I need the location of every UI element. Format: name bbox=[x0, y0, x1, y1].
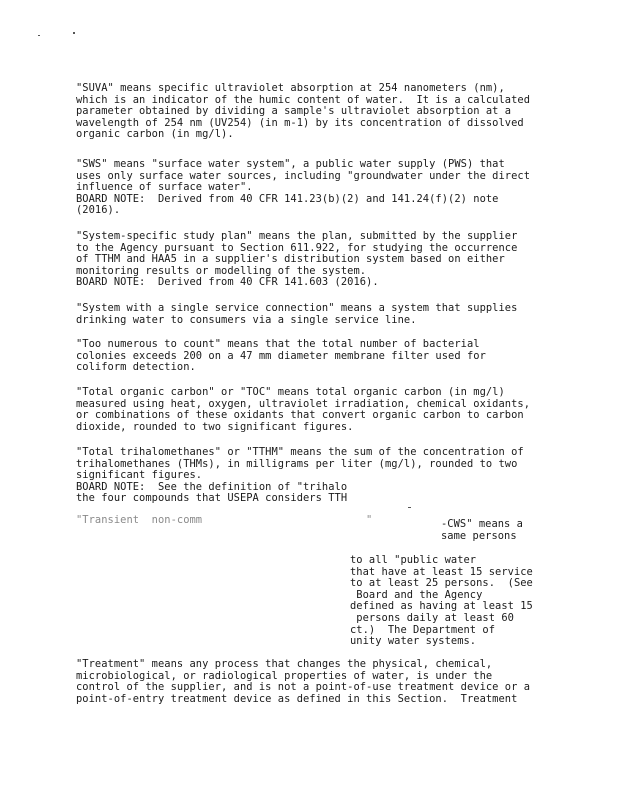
text-line: -CWS" means a bbox=[441, 518, 523, 530]
definition-transient-fragment-right bbox=[441, 519, 523, 542]
text-line: "Too numerous to count" means that the total number of bacterial bbox=[76, 338, 480, 350]
text-line: BOARD NOTE: See the definition of "trihalo bbox=[76, 480, 348, 493]
text-line: or combinations of these oxidants that convert organic carbon to carbon bbox=[76, 409, 524, 422]
text-line: defined as having at least 15 bbox=[350, 600, 533, 613]
text-line: point-of-entry treatment device as defined in this Section. Treatment bbox=[76, 692, 518, 705]
text-line: ct.) The Department of bbox=[350, 623, 496, 636]
text-line: measured using heat, oxygen, ultraviolet irradiation, chemical oxidants, bbox=[76, 397, 531, 410]
text-line: the four compounds that USEPA considers TTH bbox=[76, 492, 348, 505]
text-line: "Treatment" means any process that changes the physical, chemical, bbox=[76, 658, 493, 670]
definition-total-trihalomethanes bbox=[76, 447, 524, 505]
text-line: to all "public water bbox=[350, 554, 477, 566]
text-line: "Transient non-comm " bbox=[76, 514, 373, 526]
definition-treatment bbox=[76, 659, 530, 705]
text-line: colonies exceeds 200 on a 47 mm diameter membrane filter used for bbox=[76, 349, 486, 362]
text-line: "Total organic carbon" or "TOC" means total organic carbon (in mg/l) bbox=[76, 386, 505, 398]
text-line: "Total trihalomethanes" or "TTHM" means the sum of the concentration of bbox=[76, 446, 524, 458]
text-line: influence of surface water". bbox=[76, 181, 253, 194]
text-line: Board and the Agency bbox=[350, 588, 483, 601]
text-line: to at least 25 persons. (See bbox=[350, 577, 533, 590]
text-line: dioxide, rounded to two significant figures. bbox=[76, 420, 354, 433]
text-line: "System with a single service connection" means a system that supplies bbox=[76, 302, 518, 314]
text-line: uses only surface water sources, including "groundwater under the direct bbox=[76, 169, 531, 182]
text-line: BOARD NOTE: Derived from 40 CFR 141.603 (2016). bbox=[76, 276, 379, 289]
text-line: to the Agency pursuant to Section 611.922, for studying the occurrence bbox=[76, 241, 518, 254]
text-line: that have at least 15 service bbox=[350, 565, 533, 578]
text-line: "System-specific study plan" means the plan, submitted by the supplier bbox=[76, 230, 518, 242]
definition-total-organic-carbon bbox=[76, 387, 530, 433]
text-line: of TTHM and HAA5 in a supplier's distribution system based on either bbox=[76, 253, 505, 266]
text-line: wavelength of 254 nm (UV254) (in m-1) by its concentration of dissolved bbox=[76, 116, 524, 129]
text-line: unity water systems. bbox=[350, 635, 477, 648]
text-line: coliform detection. bbox=[76, 361, 196, 374]
scan-speck bbox=[73, 32, 75, 34]
definition-suva bbox=[76, 83, 530, 141]
text-line: (2016). bbox=[76, 204, 121, 217]
definition-transient-heading bbox=[76, 515, 372, 527]
text-line: organic carbon (in mg/l). bbox=[76, 128, 234, 141]
text-line: significant figures. bbox=[76, 469, 203, 482]
definition-single-service-connection bbox=[76, 303, 517, 326]
definition-system-specific-study-plan bbox=[76, 231, 517, 289]
text-line: BOARD NOTE: Derived from 40 CFR 141.23(b)(2) and 141.24(f)(2) note bbox=[76, 192, 499, 205]
scan-speck bbox=[408, 507, 411, 508]
text-line: control of the supplier, and is not a point-of-use treatment device or a bbox=[76, 681, 531, 694]
text-line: parameter obtained by dividing a sample's ultraviolet absorption at a bbox=[76, 105, 512, 118]
text-line: "SUVA" means specific ultraviolet absorption at 254 nanometers (nm), bbox=[76, 82, 505, 94]
text-line: persons daily at least 60 bbox=[350, 611, 514, 624]
text-line: trihalomethanes (THMs), in milligrams per liter (mg/l), rounded to two bbox=[76, 457, 518, 470]
scan-speck bbox=[38, 35, 40, 36]
text-line: drinking water to consumers via a single service line. bbox=[76, 313, 417, 326]
text-line: same persons bbox=[441, 529, 517, 542]
text-line: which is an indicator of the humic content of water. It is a calculated bbox=[76, 93, 531, 106]
definition-transient-fragment-middle bbox=[350, 555, 533, 648]
definition-too-numerous-to-count bbox=[76, 339, 486, 374]
text-line: "SWS" means "surface water system", a public water supply (PWS) that bbox=[76, 158, 505, 170]
text-line: monitoring results or modelling of the system. bbox=[76, 264, 367, 277]
definition-sws bbox=[76, 159, 530, 217]
text-line: microbiological, or radiological properties of water, is under the bbox=[76, 669, 493, 682]
